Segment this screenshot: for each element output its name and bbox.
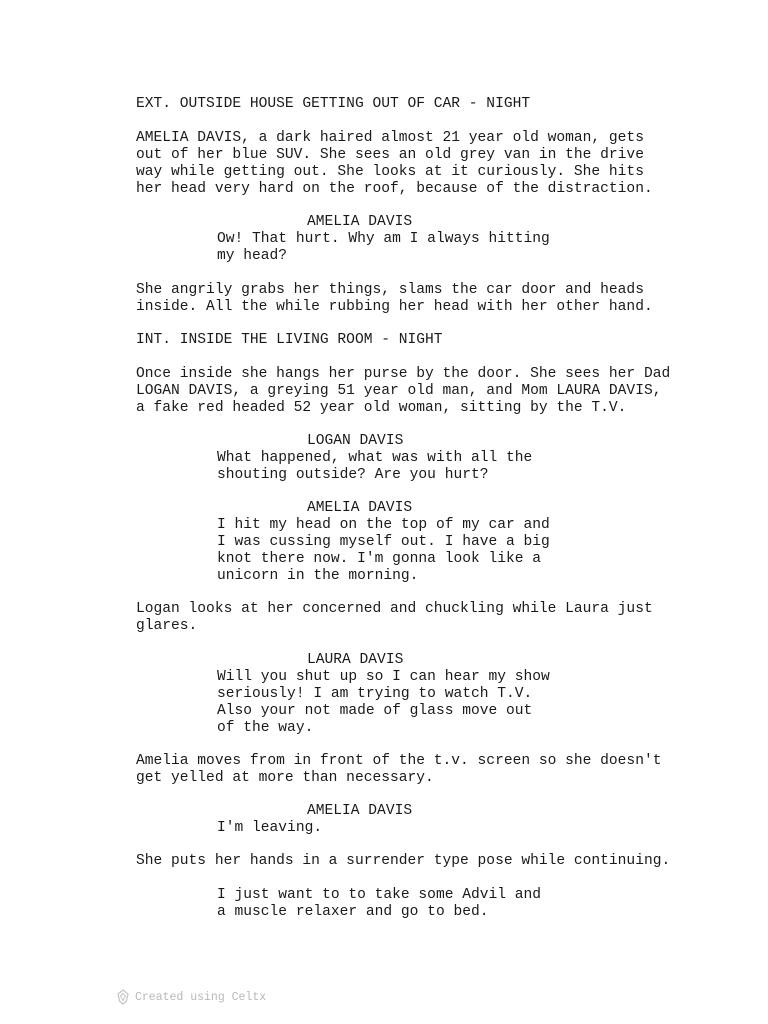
- celtx-footer: [116, 988, 266, 1006]
- action-line: way while getting out. She looks at it curiously. She hits: [136, 164, 644, 180]
- dialogue-line: Will you shut up so I can hear my show: [217, 669, 550, 685]
- dialogue-line: I was cussing myself out. I have a big: [217, 534, 550, 550]
- action-line: her head very hard on the roof, because of the distraction.: [136, 181, 653, 197]
- action-line: out of her blue SUV. She sees an old grey van in the drive: [136, 147, 644, 163]
- dialogue-line: knot there now. I'm gonna look like a: [217, 551, 542, 567]
- dialogue-line: a muscle relaxer and go to bed.: [217, 904, 489, 920]
- action-line: inside. All the while rubbing her head with her other hand.: [136, 299, 653, 315]
- character-name: AMELIA DAVIS: [307, 803, 413, 819]
- action-line: LOGAN DAVIS, a greying 51 year old man, and Mom LAURA DAVIS,: [136, 383, 662, 399]
- dialogue-line: seriously! I am trying to watch T.V.: [217, 686, 533, 702]
- action-line: She angrily grabs her things, slams the car door and heads: [136, 282, 644, 298]
- dialogue-line: I just want to to take some Advil and: [217, 887, 542, 903]
- dialogue-line: shouting outside? Are you hurt?: [217, 467, 489, 483]
- dialogue-line: I hit my head on the top of my car and: [217, 517, 550, 533]
- dialogue-line: Ow! That hurt. Why am I always hitting: [217, 231, 550, 247]
- scene-heading: INT. INSIDE THE LIVING ROOM - NIGHT: [136, 332, 443, 348]
- celtx-logo-icon: [116, 989, 130, 1005]
- footer-text: Created using Celtx: [135, 990, 267, 1004]
- dialogue-line: my head?: [217, 248, 288, 264]
- action-line: Once inside she hangs her purse by the door. She sees her Dad: [136, 366, 671, 382]
- action-line: Amelia moves from in front of the t.v. screen so she doesn't: [136, 753, 662, 769]
- character-name: AMELIA DAVIS: [307, 500, 413, 516]
- dialogue-line: What happened, what was with all the: [217, 450, 533, 466]
- action-line: Logan looks at her concerned and chuckling while Laura just: [136, 601, 653, 617]
- dialogue-line: I'm leaving.: [217, 820, 323, 836]
- dialogue-line: of the way.: [217, 720, 314, 736]
- character-name: LOGAN DAVIS: [307, 433, 404, 449]
- character-name: AMELIA DAVIS: [307, 214, 413, 230]
- character-name: LAURA DAVIS: [307, 652, 404, 668]
- action-line: a fake red headed 52 year old woman, sitting by the T.V.: [136, 400, 627, 416]
- action-line: get yelled at more than necessary.: [136, 770, 434, 786]
- action-line: glares.: [136, 618, 198, 634]
- action-line: She puts her hands in a surrender type pose while continuing.: [136, 853, 671, 869]
- dialogue-line: Also your not made of glass move out: [217, 703, 533, 719]
- scene-heading: EXT. OUTSIDE HOUSE GETTING OUT OF CAR - NIGHT: [136, 96, 531, 112]
- dialogue-line: unicorn in the morning.: [217, 568, 419, 584]
- action-line: AMELIA DAVIS, a dark haired almost 21 year old woman, gets: [136, 130, 644, 146]
